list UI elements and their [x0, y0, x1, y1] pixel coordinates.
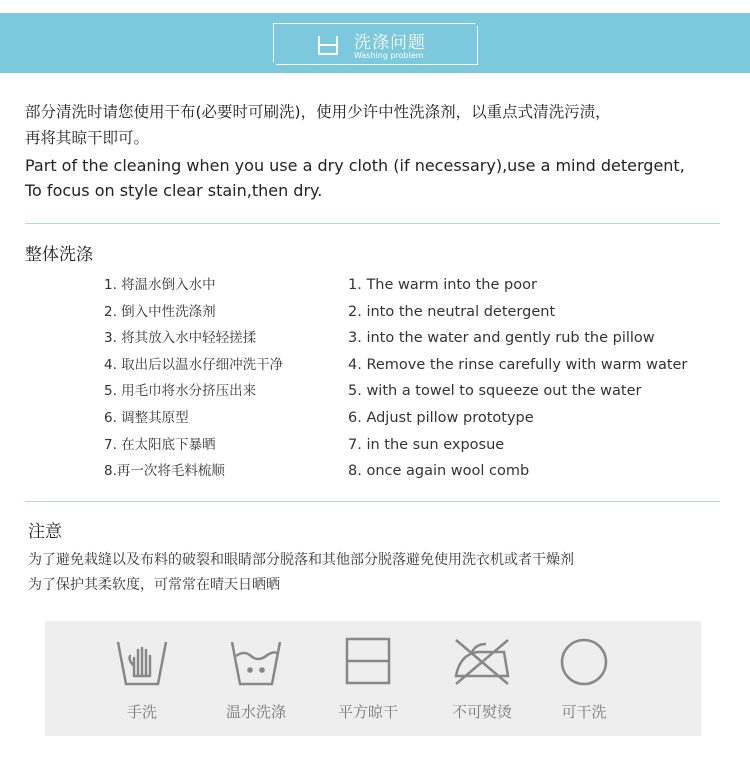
list-item: 5. with a towel to squeeze out the water	[348, 383, 642, 400]
steps-chinese-list	[104, 275, 283, 488]
steps-english-list	[348, 275, 687, 488]
hand-wash-icon	[112, 636, 172, 688]
intro-en-line1: Part of the cleaning when you use a dry cloth (if necessary),use a mind detergent,	[25, 156, 685, 175]
notice-line2: 为了保护其柔软度，可常常在晴天日晒晒	[28, 577, 280, 593]
banner-title: 洗涤问题	[354, 33, 426, 53]
care-label: 可干洗	[561, 703, 607, 721]
dry-flat-icon	[338, 636, 398, 688]
intro-cn-line1: 部分清洗时请您使用干布(必要时可刷洗)，使用少许中性洗涤剂，以重点式清洗污渍，	[25, 103, 611, 121]
list-item: 4. 取出后以温水仔细冲洗干净	[104, 356, 284, 373]
no-iron-icon	[452, 636, 512, 688]
care-item-hand-wash	[87, 621, 197, 736]
banner-subtitle: Washing problem	[354, 51, 424, 60]
intro-cn-line2: 再将其晾干即可。	[25, 129, 150, 147]
list-item: 7. in the sun exposue	[348, 436, 505, 453]
header-banner	[0, 13, 750, 73]
divider	[25, 223, 720, 224]
care-item-warm-wash	[201, 621, 311, 736]
care-item-dry-flat	[313, 621, 423, 736]
overall-washing-title: 整体洗涤	[25, 245, 93, 265]
list-item: 6. Adjust pillow prototype	[348, 409, 534, 426]
list-item: 1. The warm into the poor	[348, 277, 537, 293]
list-item: 2. into the neutral detergent	[348, 303, 556, 320]
list-item: 6. 调整其原型	[104, 409, 189, 426]
divider	[25, 501, 720, 502]
notice-line1: 为了避免栽缝以及布料的破裂和眼睛部分脱落和其他部分脱落避免使用洗衣机或者干燥剂	[28, 552, 574, 568]
list-item: 3. 将其放入水中轻轻搓揉	[104, 330, 257, 347]
intro-chinese	[25, 99, 735, 151]
care-item-dry-clean	[529, 621, 639, 736]
dry-clean-icon	[554, 636, 614, 688]
list-item: 8.再一次将毛料梳顺	[104, 463, 225, 480]
list-item: 7. 在太阳底下暴晒	[104, 436, 216, 453]
notice-title: 注意	[28, 522, 62, 542]
list-item: 8. once again wool comb	[348, 463, 530, 480]
care-label: 手洗	[126, 703, 157, 721]
banner-title-box	[273, 23, 478, 65]
intro-en-line2: To focus on style clear stain,then dry.	[25, 181, 323, 200]
intro-english	[25, 153, 740, 203]
care-label: 温水洗涤	[225, 703, 286, 721]
list-item: 3. into the water and gently rub the pillow	[348, 330, 655, 347]
care-item-no-iron	[427, 621, 537, 736]
list-item: 4. Remove the rinse carefully with warm water	[348, 356, 688, 373]
care-label: 不可熨烫	[451, 703, 512, 721]
list-item: 5. 用毛巾将水分挤压出来	[104, 383, 257, 400]
warm-wash-icon	[226, 636, 286, 688]
care-symbols-panel	[45, 621, 701, 736]
care-label: 平方晾干	[337, 703, 398, 721]
list-item: 1. 将温水倒入水中	[104, 277, 216, 293]
list-item: 2. 倒入中性洗涤剂	[104, 303, 216, 320]
wash-basin-icon	[316, 33, 340, 57]
